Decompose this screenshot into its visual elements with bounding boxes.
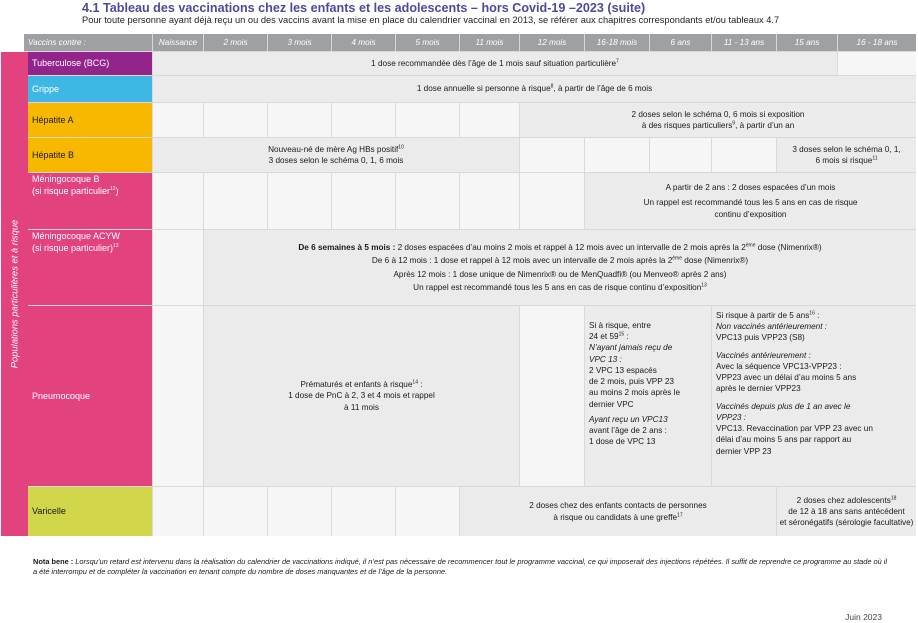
bcg-recommendation: 1 dose recommandée dès l’âge de 1 mois sauf situation particulière$^7$ bbox=[153, 52, 837, 75]
hepa-empty-5 bbox=[396, 103, 459, 137]
header-age-4-mois: 4 mois bbox=[332, 34, 395, 51]
menb-empty-5 bbox=[396, 173, 459, 229]
hepb-adolescents: 3 doses selon le schéma 0, 1, 6 mois si risque$^{11}$ bbox=[777, 138, 916, 172]
pneumo-premature: Prématurés et enfants à risque$^{14}$ : 1 dose de PnC à 2, 3 et 4 mois et rappel à 11 mois bbox=[204, 306, 519, 486]
header-age-naissance: Naissance bbox=[153, 34, 203, 51]
hepb-newborn: Nouveau-né de mère Ag HBs positif$^{10}$ 3 doses selon le schéma 0, 1, 6 mois bbox=[153, 138, 519, 172]
grippe-recommendation: 1 dose annuelle si personne à risque$^8$, à partir de l’âge de 6 mois bbox=[153, 76, 916, 102]
header-age-11-13-ans: 11 - 13 ans bbox=[712, 34, 776, 51]
footer-date: Juin 2023 bbox=[845, 612, 882, 622]
pneumo-empty-12m bbox=[520, 306, 584, 486]
menb-empty-1 bbox=[153, 173, 203, 229]
hepa-empty-2 bbox=[204, 103, 267, 137]
header-age-16-18-mois: 16-18 mois bbox=[585, 34, 649, 51]
nota-bene: Nota bene : Lorsqu’un retard est intervenu dans la réalisation du calendrier de vaccinations indiqué, il n’est pas nécessaire de recommencer tout le programme vaccinal, ce qui imposerait des injections répétées. Il suffit de reprendre ce programme au stade où il a été interrompu et de compléter la vaccination en tenant compte du nombre de doses manquantes et de l’âge de la personne. bbox=[33, 557, 888, 576]
vaccine-meningocoque-b: Méningocoque B (si risque particulier$^{12}$) bbox=[28, 173, 152, 229]
menb-recommendation: A partir de 2 ans : 2 doses espacées d’un mois Un rappel est recommandé tous les 5 ans en cas de risque continu d’exposition bbox=[585, 173, 916, 229]
menb-empty-2 bbox=[204, 173, 267, 229]
header-age-11-mois: 11 mois bbox=[460, 34, 519, 51]
var-empty-5 bbox=[396, 487, 459, 536]
varicelle-adolescents: 2 doses chez adolescents$^{18}$ de 12 à 18 ans sans antécédent et séronégatifs (sérologie facultative) bbox=[777, 487, 916, 536]
var-empty-2 bbox=[204, 487, 267, 536]
vaccine-hepatite-a: Hépatite A bbox=[28, 103, 152, 137]
header-vaccins-contre: Vaccins contre : bbox=[24, 34, 152, 51]
hepb-empty-6a bbox=[650, 138, 711, 172]
hepb-empty-16m bbox=[585, 138, 649, 172]
menb-empty-6 bbox=[460, 173, 519, 229]
pneumo-24-59-months: Si à risque, entre 24 et $59^{15}$ : N’ayant jamais reçu de VPC 13 : 2 VPC 13 espacés de 2 mois, puis VPP 23 au moins 2 mois après le dernier VPC Ayant reçu un VPC13 avant l’âge de 2 ans : 1 dose de VPC 13 bbox=[585, 306, 711, 486]
menb-empty-7 bbox=[520, 173, 584, 229]
vaccine-pneumocoque: Pneumocoque bbox=[28, 306, 152, 486]
menb-empty-4 bbox=[332, 173, 395, 229]
header-age-12-mois: 12 mois bbox=[520, 34, 584, 51]
page-title: 4.1 Tableau des vaccinations chez les enfants et les adolescents – hors Covid-19 –2023 (suite) bbox=[82, 1, 646, 15]
vaccine-bcg: Tuberculose (BCG) bbox=[28, 52, 152, 75]
hepb-empty-12m bbox=[520, 138, 584, 172]
hepb-empty-11a bbox=[712, 138, 776, 172]
page-subtitle: Pour toute personne ayant déjà reçu un ou des vaccins avant la mise en place du calendrier vaccinal en 2013, se référer aux chapitres correspondants et/ou tableaux 4.7 bbox=[82, 15, 780, 25]
side-populations-band bbox=[1, 52, 27, 536]
pneumo-empty-birth bbox=[153, 306, 203, 486]
header-age-6-ans: 6 ans bbox=[650, 34, 711, 51]
hepa-empty-4 bbox=[332, 103, 395, 137]
menb-empty-3 bbox=[268, 173, 331, 229]
side-populations-label: Populations particulières et à risque bbox=[8, 219, 20, 369]
bcg-empty-16-18 bbox=[838, 52, 916, 75]
pneumo-from-5-years: Si risque à partir de 5 ans$^{16}$ : Non vaccinés antérieurement : VPC13 puis VPP23 (S8) Vaccinés antérieurement : Avec la séquence VPC13-VPP23 : VPP23 avec un délai d’au moins 5 ans après le dernier VPP23 Vaccinés depuis plus de 1 an avec le VPP23 : VPC13. Revaccination par VPP 23 avec un délai d’au moins 5 ans par rapport au dernier VPP 23 bbox=[712, 306, 916, 486]
hepa-empty-1 bbox=[153, 103, 203, 137]
var-empty-1 bbox=[153, 487, 203, 536]
header-age-16-18-ans: 16 - 18 ans bbox=[838, 34, 916, 51]
hepa-recommendation: 2 doses selon le schéma 0, 6 mois si exposition à des risques particuliers$^9$, à partir d’un an bbox=[520, 103, 916, 137]
var-empty-3 bbox=[268, 487, 331, 536]
vaccine-varicelle: Varicelle bbox=[28, 487, 152, 536]
vaccination-table bbox=[24, 34, 916, 536]
acwy-empty-birth bbox=[153, 230, 203, 305]
hepa-empty-6 bbox=[460, 103, 519, 137]
vaccine-hepatite-b: Hépatite B bbox=[28, 138, 152, 172]
header-age-5-mois: 5 mois bbox=[396, 34, 459, 51]
varicelle-children: 2 doses chez des enfants contacts de personnes à risque ou candidats à une greffe$^{17}$ bbox=[460, 487, 776, 536]
header-age-2-mois: 2 mois bbox=[204, 34, 267, 51]
vaccine-meningocoque-acyw: Méningocoque ACYW (si risque particulier)$^{13}$ bbox=[28, 230, 152, 305]
header-age-3-mois: 3 mois bbox=[268, 34, 331, 51]
header-age-15-ans: 15 ans bbox=[777, 34, 837, 51]
var-empty-4 bbox=[332, 487, 395, 536]
hepa-empty-3 bbox=[268, 103, 331, 137]
acwy-recommendation: De 6 semaines à 5 mois : 2 doses espacées d’au moins 2 mois et rappel à 12 mois avec un intervalle de 2 mois après la 2ème dose (Nimenrix®) De 6 à 12 mois : 1 dose et rappel à 12 mois avec un intervalle de 2 mois après la 2ème dose (Nimenrix®) Après 12 mois : 1 dose unique de Nimenrix® ou de MenQuadfi® (ou Menveo® après 2 ans) Un rappel est recommandé tous les 5 ans en cas de risque continu d’exposition$^{13}$ bbox=[204, 230, 916, 305]
vaccine-grippe: Grippe bbox=[28, 76, 152, 102]
